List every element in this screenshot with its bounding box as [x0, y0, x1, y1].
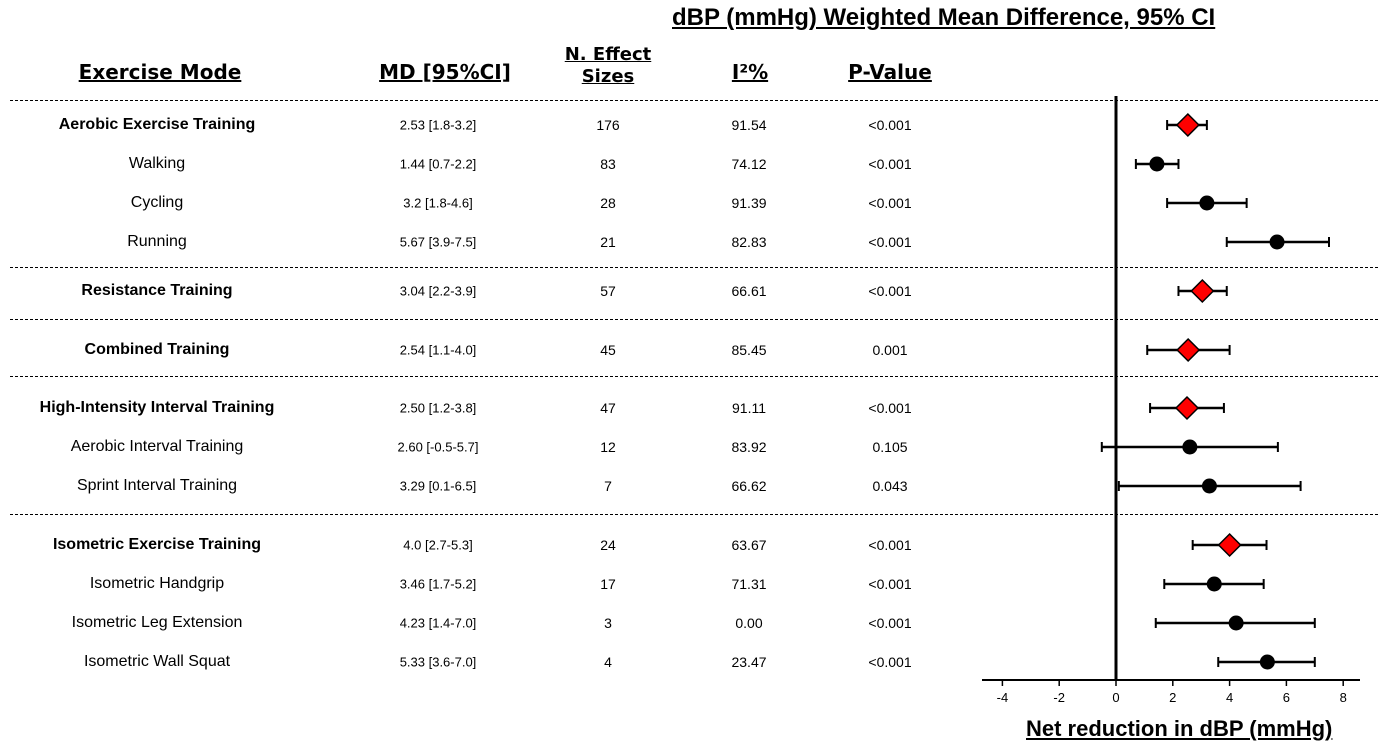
row-md-ci: 2.54 [1.1-4.0] — [399, 342, 477, 358]
row-n-effect-sizes: 3 — [604, 615, 612, 631]
header-exercise-mode: Exercise Mode — [78, 60, 242, 84]
row-name: Running — [127, 233, 187, 250]
row-md-ci: 5.67 [3.9-7.5] — [399, 234, 477, 250]
row-i2: 71.31 — [731, 576, 767, 592]
row-p-value: <0.001 — [868, 234, 912, 250]
row-i2: 83.92 — [731, 439, 767, 455]
header-n-line2: Sizes — [581, 66, 635, 87]
row-n-effect-sizes: 24 — [600, 537, 616, 553]
row-p-value: <0.001 — [868, 156, 912, 172]
row-p-value: 0.001 — [872, 342, 908, 358]
row-i2: 91.11 — [732, 400, 766, 416]
row-md-ci: 1.44 [0.7-2.2] — [399, 156, 477, 172]
x-tick-label: 4 — [1225, 690, 1234, 705]
point-estimate-marker — [1182, 440, 1197, 455]
row-p-value: <0.001 — [868, 400, 912, 416]
row-n-effect-sizes: 28 — [600, 195, 616, 211]
row-name: High-Intensity Interval Training — [39, 399, 275, 416]
summary-diamond-marker — [1219, 534, 1241, 556]
chart-title: dBP (mmHg) Weighted Mean Difference, 95% CI — [672, 4, 1216, 31]
row-p-value: <0.001 — [868, 615, 912, 631]
summary-diamond-marker — [1177, 114, 1199, 136]
row-i2: 66.61 — [731, 283, 767, 299]
row-name: Walking — [128, 155, 186, 172]
header-i2: I²% — [731, 60, 769, 84]
row-name: Aerobic Interval Training — [70, 438, 244, 455]
row-name: Combined Training — [84, 341, 230, 358]
row-i2: 85.45 — [731, 342, 767, 358]
header-md-ci: MD [95%CI] — [379, 60, 511, 84]
header-p-value: P-Value — [848, 60, 932, 84]
header-n-line1: N. Effect — [564, 44, 652, 65]
row-n-effect-sizes: 4 — [604, 654, 612, 670]
row-p-value: <0.001 — [868, 576, 912, 592]
x-tick-label: 8 — [1339, 690, 1347, 705]
row-p-value: <0.001 — [868, 117, 912, 133]
row-md-ci: 2.60 [-0.5-5.7] — [397, 439, 479, 455]
x-tick-label: 2 — [1169, 690, 1177, 705]
row-n-effect-sizes: 12 — [600, 439, 616, 455]
row-md-ci: 3.04 [2.2-3.9] — [399, 283, 477, 299]
row-i2: 74.12 — [731, 156, 767, 172]
row-name: Cycling — [130, 194, 184, 211]
summary-diamond-marker — [1177, 339, 1199, 361]
point-estimate-marker — [1229, 616, 1244, 631]
point-estimate-marker — [1260, 655, 1275, 670]
summary-diamond-marker — [1176, 397, 1198, 419]
summary-diamond-marker — [1191, 280, 1213, 302]
row-name: Isometric Wall Squat — [83, 653, 231, 670]
row-i2: 23.47 — [731, 654, 767, 670]
row-i2: 82.83 — [731, 234, 767, 250]
row-md-ci: 4.23 [1.4-7.0] — [399, 615, 477, 631]
x-tick-label: 0 — [1112, 690, 1120, 705]
row-p-value: <0.001 — [868, 537, 912, 553]
row-n-effect-sizes: 17 — [600, 576, 616, 592]
row-md-ci: 3.46 [1.7-5.2] — [399, 576, 477, 592]
point-estimate-marker — [1202, 479, 1217, 494]
row-md-ci: 2.53 [1.8-3.2] — [399, 117, 477, 133]
row-n-effect-sizes: 83 — [600, 156, 616, 172]
row-i2: 63.67 — [731, 537, 767, 553]
row-name: Sprint Interval Training — [76, 477, 238, 494]
row-p-value: 0.105 — [872, 439, 908, 455]
row-n-effect-sizes: 21 — [600, 234, 616, 250]
row-i2: 0.00 — [735, 615, 763, 631]
row-name: Aerobic Exercise Training — [58, 116, 256, 133]
row-md-ci: 5.33 [3.6-7.0] — [399, 654, 477, 670]
x-tick-label: 6 — [1282, 690, 1291, 705]
point-estimate-marker — [1149, 157, 1164, 172]
row-name: Isometric Leg Extension — [71, 614, 243, 631]
row-md-ci: 4.0 [2.7-5.3] — [403, 537, 473, 553]
x-tick-label: -2 — [1053, 690, 1065, 705]
row-name: Resistance Training — [81, 282, 233, 299]
row-name: Isometric Exercise Training — [52, 536, 262, 553]
row-p-value: <0.001 — [868, 654, 912, 670]
row-i2: 91.39 — [731, 195, 767, 211]
row-n-effect-sizes: 45 — [600, 342, 616, 358]
row-n-effect-sizes: 7 — [604, 478, 612, 494]
row-i2: 66.62 — [731, 478, 767, 494]
row-md-ci: 2.50 [1.2-3.8] — [399, 400, 477, 416]
point-estimate-marker — [1207, 577, 1222, 592]
row-n-effect-sizes: 57 — [600, 283, 616, 299]
row-n-effect-sizes: 47 — [600, 400, 616, 416]
row-p-value: <0.001 — [868, 195, 912, 211]
row-n-effect-sizes: 176 — [596, 117, 620, 133]
row-i2: 91.54 — [731, 117, 767, 133]
x-axis-label: Net reduction in dBP (mmHg) — [1026, 716, 1333, 741]
row-p-value: <0.001 — [868, 283, 912, 299]
point-estimate-marker — [1270, 235, 1285, 250]
row-name: Isometric Handgrip — [89, 575, 225, 592]
x-tick-label: -4 — [996, 690, 1009, 705]
point-estimate-marker — [1199, 196, 1214, 211]
row-md-ci: 3.29 [0.1-6.5] — [399, 478, 477, 494]
row-md-ci: 3.2 [1.8-4.6] — [403, 195, 473, 211]
row-p-value: 0.043 — [872, 478, 908, 494]
